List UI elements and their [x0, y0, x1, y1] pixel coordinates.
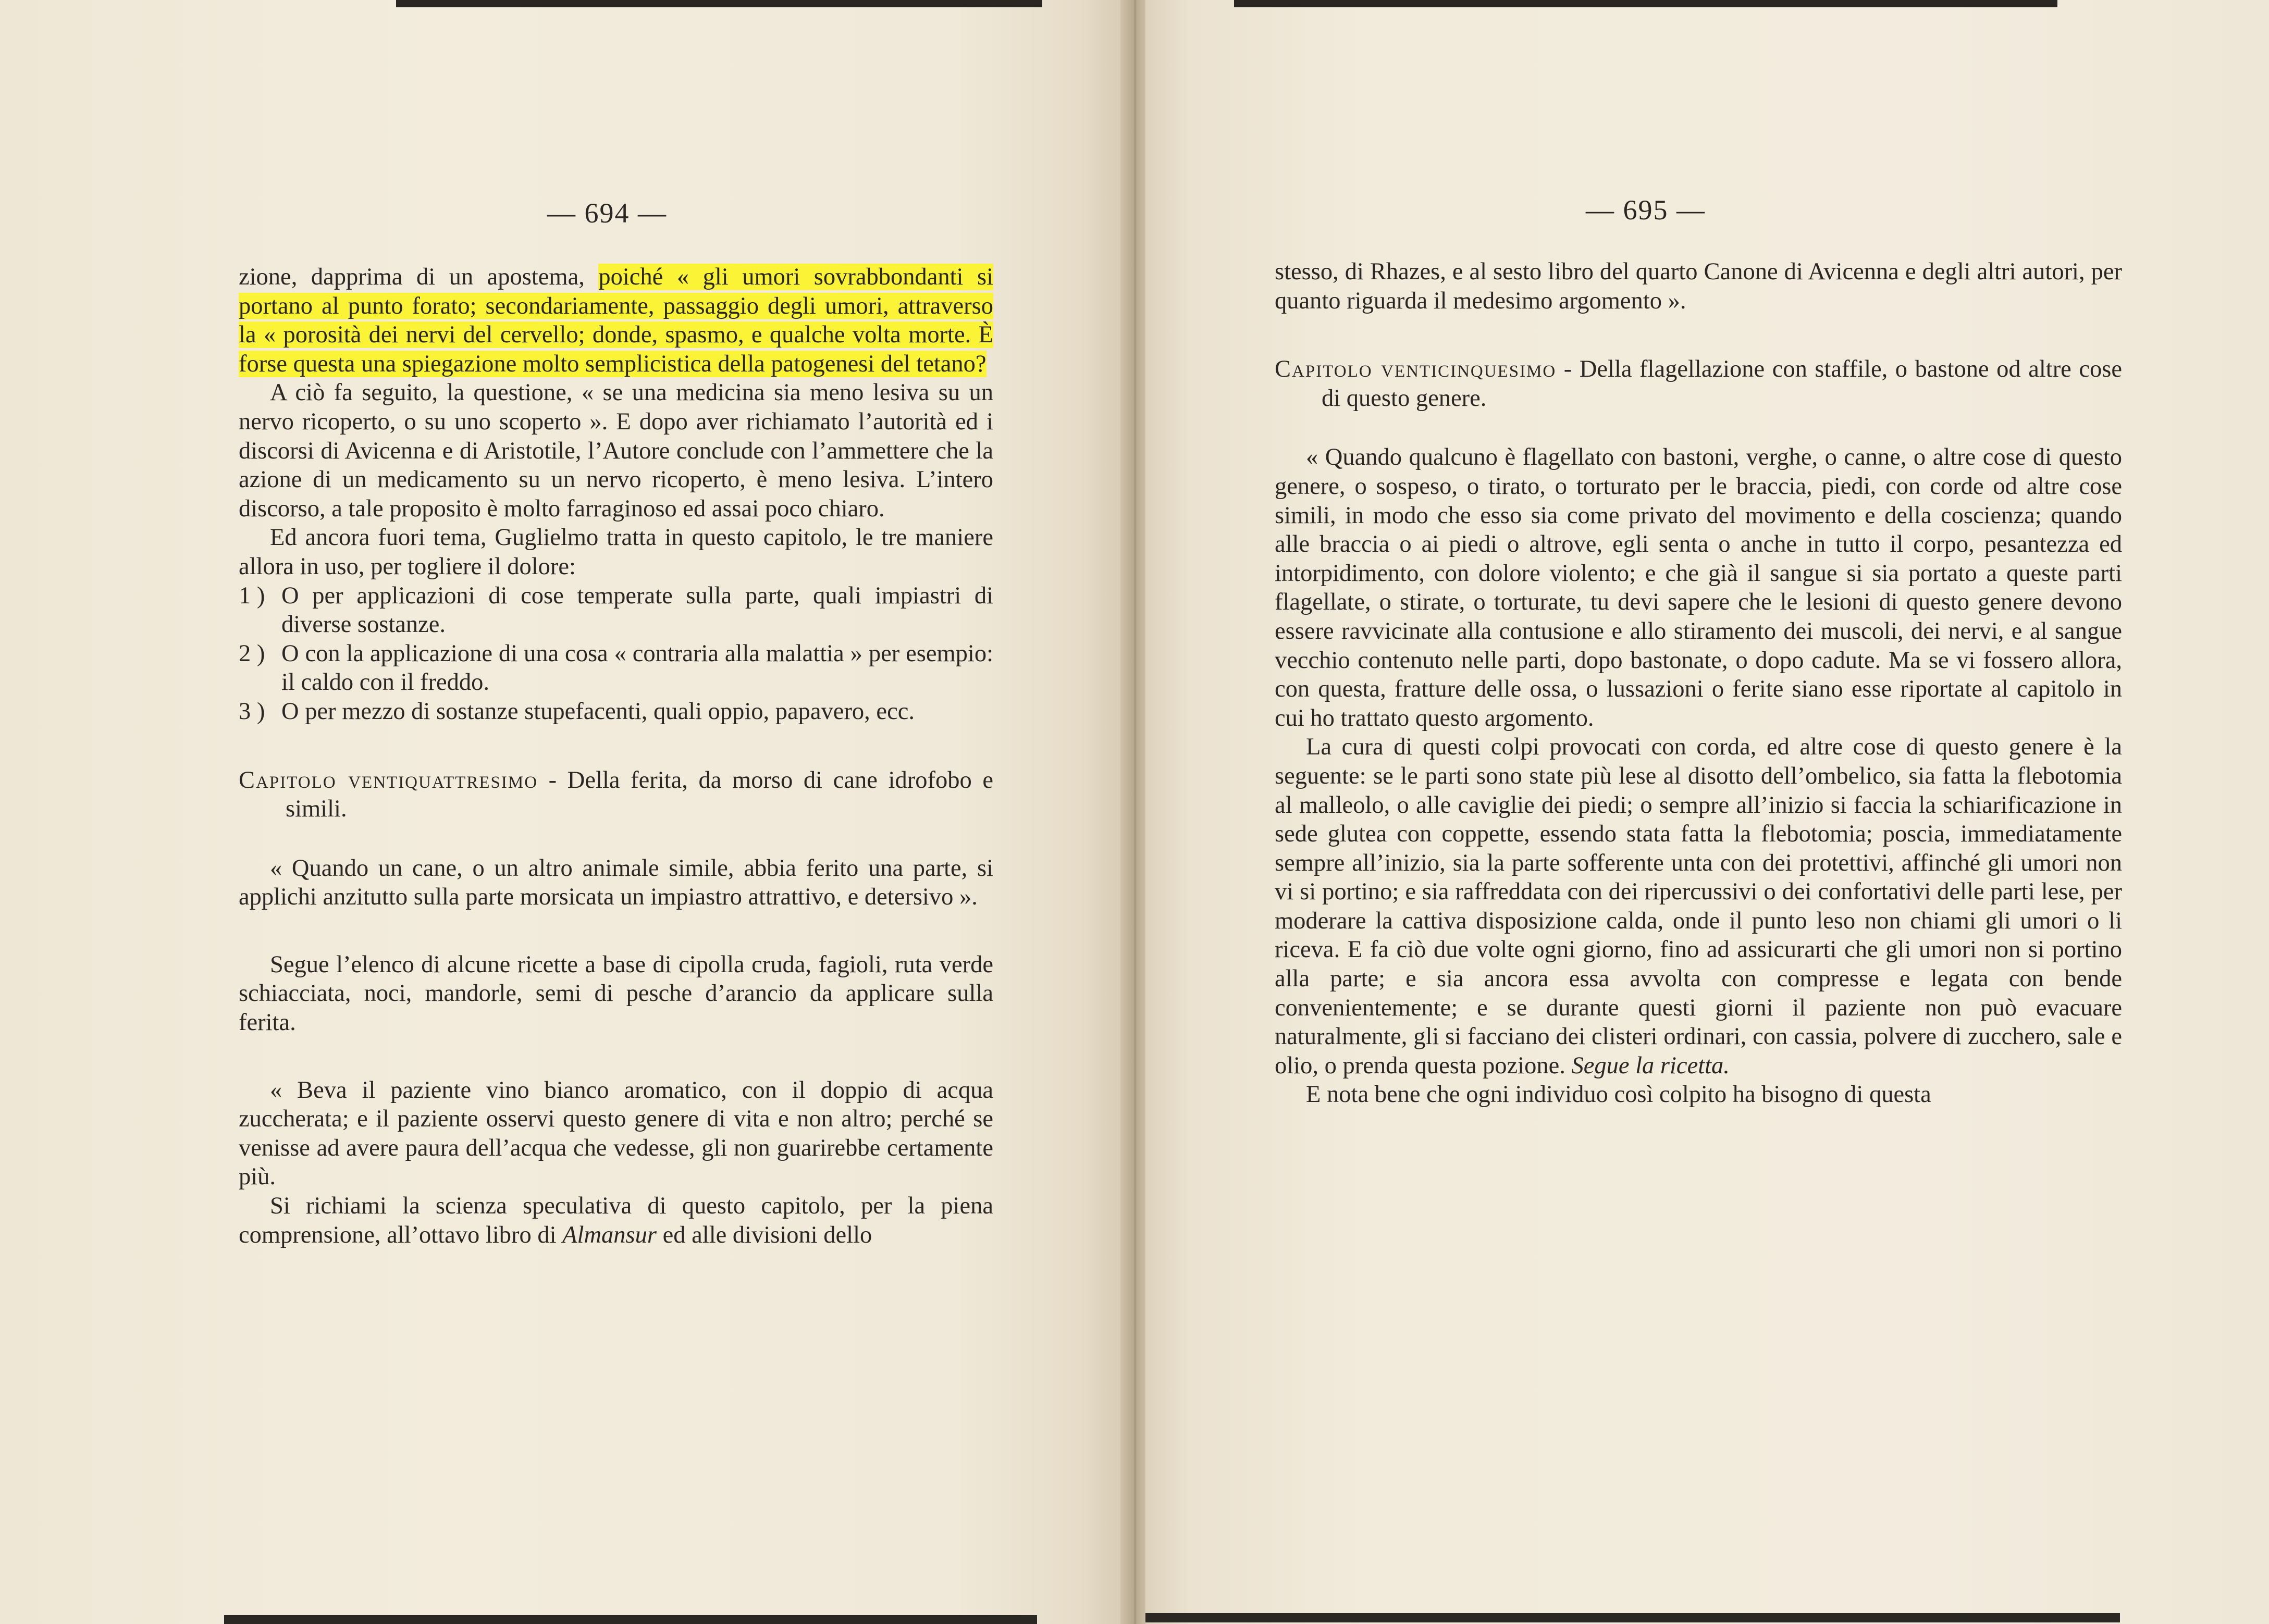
right-page-text [1275, 257, 2122, 1109]
paragraph [239, 1192, 993, 1249]
right-page [1145, 0, 2269, 1624]
book-title: Almansur [562, 1221, 657, 1248]
list-item [239, 581, 993, 639]
paragraph-text: zione, dapprima di un apostema, [239, 264, 599, 290]
top-edge-shadow [396, 0, 1042, 7]
paragraph: E nota bene che ogni individuo così colpito ha bisogno di questa [1306, 1081, 1931, 1108]
chapter-label: Capitolo ventiquattresimo [239, 766, 538, 794]
list-item [239, 639, 993, 697]
chapter-title: - Della ferita, da morso di cane idrofobo e simili. [286, 766, 993, 823]
quotation: « Quando un cane, o un altro animale simile, abbia ferito una parte, si applichi anzitutto sulla parte morsicata un impiastro attrattivo, e detersivo ». [239, 854, 993, 911]
paragraph-text: La cura di questi colpi provocati con corda, ed altre cose di questo genere è la seguente: se le parti sono state più lese al disotto dell’ombelico, sia fatta la flebotomia al malleolo, o alle caviglie dei piedi; o sempre all’inizio si faccia la schiarificazione in sede glutea con coppette, essendo stata fatta la flebotomia; poscia, immediatamente sempre all’inizio, sia la parte sofferente unta con dei protettivi, affinché gli umori non vi si portino; e sia raffreddata con dei ripercussivi o dei confortativi delle parti lese, per moderare la cattiva disposizione calda, onde il punto leso non chiami gli umori o li riceva. E fa ciò due volte ogni giorno, fino ad assicurarti che gli umori non si portino alla parte; e sia ancora essa avvolta con compresse e legata con bende convenientemente; e se durante questi giorni il paziente non può evacuare naturalmente, gli si facciano dei clisteri ordinari, con cassia, polvere di zucchero, sale e olio, o prenda questa pozione. [1275, 734, 2122, 1079]
list-item-text: O per mezzo di sostanze stupefacenti, quali oppio, papavero, ecc. [281, 698, 915, 725]
left-page [0, 0, 1125, 1624]
list-item-number: 1 ) [239, 582, 265, 609]
highlighted-passage: poiché « gli umori sovrabbondanti si portano al punto forato; secondariamente, passaggio degli umori, attraverso la « porosità dei nervi del cervello; donde, spasmo, e qualche volta morte. È forse questa una spiegazione molto semplicistica della patogenesi del tetano? [239, 264, 993, 377]
quotation: « Quando qualcuno è flagellato con bastoni, verghe, o canne, o altre cose di questo genere, o sospeso, o tirato, o torturato per le braccia, piedi, con corde od altre cose simili, in modo che esso sia come privato del movimento e della coscienza; quando alle braccia o ai piedi o altrove, egli senta o anche in tutto il corpo, pesantezza ed intorpidimento, con dolore violento; e che già il sangue si sia portato a queste parti flagellate, o stirate, o torturate, tu devi sapere che le lesioni di questo genere devono essere ravvicinate alla contusione e allo stiramento dei muscoli, dei nervi, e al sangue vecchio contenuto nelle parti, dopo bastonate, o dopo cadute. Ma se vi fossero allora, con questa, fratture delle ossa, o lussazioni o ferite siano esse riportate al capitolo in cui ho trattato questo argomento. [1275, 444, 2122, 732]
paragraph: Segue l’elenco di alcune ricette a base di cipolla cruda, fagioli, ruta verde schiacciata, noci, mandorle, semi di pesche d’arancio da applicare sulla ferita. [239, 951, 993, 1036]
list-item-text: O per applicazioni di cose temperate sulla parte, quali impiastri di diverse sostanze. [281, 582, 993, 638]
page-number: — 694 — [547, 197, 667, 229]
chapter-label: Capitolo venticinquesimo [1275, 356, 1557, 383]
list-item-number: 2 ) [239, 640, 265, 667]
paragraph: stesso, di Rhazes, e al sesto libro del quarto Canone di Avicenna e degli altri autori, per quanto riguarda il medesimo argomento ». [1275, 258, 2122, 314]
list-item-number: 3 ) [239, 698, 265, 725]
chapter-title: - Della flagellazione con staffile, o bastone od altre cose di questo genere. [1322, 356, 2122, 412]
numbered-list [239, 581, 993, 726]
paragraph [1275, 733, 2122, 1080]
chapter-heading [239, 766, 993, 824]
chapter-heading [1275, 355, 2122, 413]
list-item-text: O con la applicazione di una cosa « contraria alla malattia » per esempio: il caldo con il freddo. [281, 640, 993, 696]
top-edge-shadow [1234, 0, 2057, 7]
recipe-note: Segue la ricetta. [1571, 1052, 1730, 1079]
bottom-edge-shadow [224, 1615, 1037, 1624]
list-item [239, 697, 993, 726]
paragraph: Ed ancora fuori tema, Guglielmo tratta in questo capitolo, le tre maniere allora in uso, per togliere il dolore: [239, 524, 993, 580]
page-number: — 695 — [1586, 194, 1706, 226]
paragraph [239, 263, 993, 378]
quotation: « Beva il paziente vino bianco aromatico, con il doppio di acqua zuccherata; e il paziente osservi questo genere di vita e non altro; perché se venisse ad avere paura dell’acqua che vedesse, gli non guarirebbe certamente più. [239, 1076, 993, 1191]
paragraph: A ciò fa seguito, la questione, « se una medicina sia meno lesiva su un nervo ricoperto, o su uno scoperto ». E dopo aver richiamato l’autorità ed i discorsi di Avicenna e di Aristotile, l’Autore conclude con l’ammettere che la azione di un medicamento su un nervo ricoperto, è meno lesiva. L’intero discorso, a tale proposito è molto farraginoso ed assai poco chiaro. [239, 379, 993, 522]
bottom-edge-shadow [1145, 1613, 2120, 1622]
left-page-text [239, 263, 993, 1249]
paragraph-text: ed alle divisioni dello [657, 1221, 872, 1248]
paragraph-text: Si richiami la scienza speculativa di questo capitolo, per la piena comprensione, all’ottavo libro di [239, 1193, 993, 1248]
